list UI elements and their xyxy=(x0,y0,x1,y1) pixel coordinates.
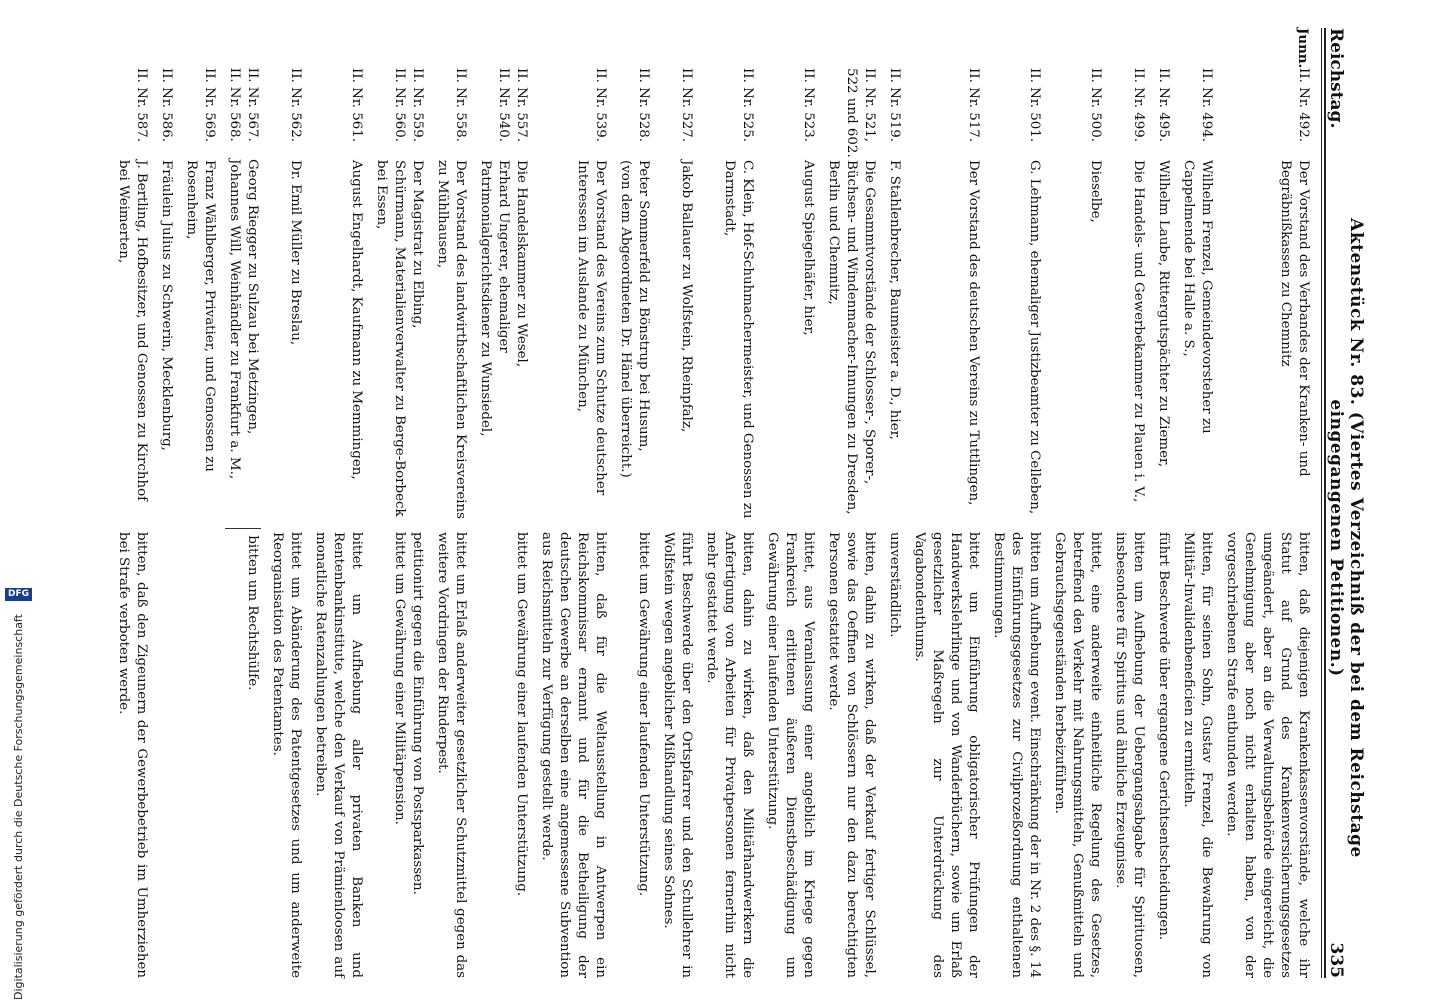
petition-row xyxy=(311,28,365,978)
petition-row xyxy=(1050,28,1104,978)
petition-request: bitten um Rechtshülfe. xyxy=(245,535,260,691)
petition-row xyxy=(910,28,982,978)
petitioner: Dr. Emil Müller zu Breslau, xyxy=(288,160,303,346)
petitioner: F. Stahlenbrecher, Baumeister a. D., hier, xyxy=(887,160,902,440)
page-number: 335 xyxy=(1326,942,1346,978)
petitioner: Wilhelm Frenzel, Gemeindevorsteher zu Cappelmende bei Halle a. S., xyxy=(1181,160,1214,434)
petition-request: bittet um Gewährung einer laufenden Unterstützung. xyxy=(636,532,651,897)
petitioner: Peter Sommerfeld zu Bönstrup bei Husum, (von dem Abgeordneten Dr. Hänel überreicht.) xyxy=(618,160,651,478)
petition-request: bitten, dahin zu wirken, daß den Militärhandwerkern die Anfertigung von Arbeiten für Privatpersonen fernerhin nicht mehr gestattet werde. xyxy=(704,532,755,978)
petition-reference: II. Nr. 562. xyxy=(288,68,303,143)
petitioner: Franz Wählberger, Privatier, und Genossen zu Rosenheim, xyxy=(184,160,217,472)
petition-row xyxy=(1222,28,1312,978)
petitioner: Dieselbe, xyxy=(1088,160,1103,223)
rotated-page xyxy=(32,0,1372,1000)
petition-request: petitionirt gegen die Einführung von Postsparkassen. bittet um Gewährung einer Militärpension. xyxy=(392,532,425,895)
petitioner: Der Vorstand des landwirthschaftlichen Kreisvereins zu Mühlhausen, xyxy=(435,160,468,520)
petitioner: C. Klein, Hof-Schuhmachermeister, und Genossen zu Darmstadt, xyxy=(722,160,755,519)
header-left: Reichstag. xyxy=(1326,28,1346,129)
petition-request: unverständlich. xyxy=(887,532,902,638)
petition-reference: II. Nr. 517. xyxy=(966,68,981,143)
petition-row xyxy=(885,28,903,978)
petition-row xyxy=(157,28,175,978)
petition-request: bittet um Abänderung des Patentgesetzes und um anderweite Reorganisation des Patentamtes. xyxy=(270,532,303,978)
petitioner: Wilhelm Laube, Rittergutspächter zu Ziemer, xyxy=(1156,160,1171,468)
header-rule xyxy=(1321,28,1322,978)
petition-row xyxy=(114,28,150,978)
petition-request: führt Beschwerde über ergangene Gerichtsentscheidungen. xyxy=(1156,532,1171,941)
petitioner: Fräulein Julius zu Schwerin, Mecklenburg, xyxy=(159,160,174,451)
petition-row xyxy=(476,28,530,978)
petition-reference: II. Nr. 567. II. Nr. 568. xyxy=(227,67,260,142)
petition-row xyxy=(659,28,695,978)
petition-row xyxy=(225,28,261,978)
petition-row xyxy=(182,28,218,978)
petition-request: bitten um Aufhebung der Uebergangsabgabe für Spirituosen, insbesondere für Spiritus und ähnliche Erzeugnisse. xyxy=(1113,532,1146,978)
petition-reference: II. Nr. 519. xyxy=(887,68,902,143)
petition-request: bitten, daß den Zigeunern der Gewerbebetrieb im Umherziehen bei Strafe verboten werde. xyxy=(116,532,149,978)
petition-row xyxy=(433,28,469,978)
dfg-logo: DFG xyxy=(4,588,31,601)
petitioner: J. Bertling, Hofbesitzer, und Genossen zu Kirchhof bei Weimerten, xyxy=(116,160,149,502)
petitioner: Jakob Ballauer zu Wolfstein, Rheinpfalz, xyxy=(679,160,694,433)
petition-reference: II. Nr. 527. xyxy=(679,68,694,143)
page-header xyxy=(1324,28,1366,978)
petitioner: Der Magistrat zu Elbing, Schürmann, Materialienverwalter zu Berge-Borbeck bei Essen, xyxy=(374,160,425,517)
petition-reference: II. Nr. 525. xyxy=(740,68,755,143)
petitioner: Die Gesammtvorstände der Schlosser-, Sporer-, Büchsen- und Windenmacher-Innungen zu Dresden, Berlin und Chemnitz, xyxy=(826,160,877,515)
petitioner: Der Vorstand des Vereins zum Schutze deutscher Interessen im Auslande zu München, xyxy=(575,160,608,496)
petition-row xyxy=(372,28,426,978)
petitioner: Georg Riegger zu Sulzau bei Metzingen, Johannes Will, Weinhändler zu Frankfurt a. M., xyxy=(225,159,261,529)
petition-request: bitten um Aufhebung event. Einschränkung der in Nr. 2 des §. 14 des Einführungsgesetzes zur Civilprozeßordnung enthaltenen Bestimmungen. xyxy=(991,532,1042,978)
petition-request: führt Beschwerde über den Ortspfarrer und den Schullehrer in Wolfstein wegen angeblicher Mißhandlung seines Sohnes. xyxy=(661,532,694,978)
petition-request: bitten, daß für die Weltausstellung in Antwerpen ein Reichskommissar ernannt und für die Betheiligung der deutschen Gewerbe an derselben eine angemessene Subvention aus Reichsmitteln zur Verfügung gestellt werde. xyxy=(539,532,608,978)
petition-reference: II. Nr. 557. II. Nr. 540. xyxy=(496,68,529,143)
petition-request: bittet um Gewährung einer laufenden Unterstützung. xyxy=(514,532,529,897)
petition-reference: II. Nr. 569. xyxy=(202,68,217,143)
petition-reference: II. Nr. 586. xyxy=(159,68,174,143)
petition-row xyxy=(763,28,817,978)
petitioner: Der Vorstand des Verbandes der Kranken- und Begräbnißkassen zu Chemnitz xyxy=(1278,160,1311,477)
petition-row xyxy=(1179,28,1215,978)
petition-row xyxy=(616,28,652,978)
petition-request: bitten, für seinen Sohn, Gustav Frenzel, die Bewahrung von Militär-Invalidenbeneficien zu ermitteln. xyxy=(1181,532,1214,978)
petition-reference: II. Nr. 587. xyxy=(134,68,149,143)
petition-request: bittet um Einführung obligatorischer Prüfungen der Handwerkslehrlinge und von Wanderbüchern, sowie um Erlaß gesetzlicher Maßregeln zur Unterdrückung des Vagabondenthums. xyxy=(912,532,981,978)
petitioner: Die Handels- und Gewerbekammer zu Plauen i. V., xyxy=(1131,160,1146,503)
petitioner: August Spiegelhäfer, hier, xyxy=(801,160,816,336)
petition-list xyxy=(107,28,1312,978)
petition-reference: II. Nr. 528. xyxy=(636,68,651,143)
petition-row xyxy=(537,28,609,978)
petition-request: bittet, eine anderweite einheitliche Regelung des Gesetzes, betreffend den Verkehr mit Nahrungsmitteln, Genußmitteln und Gebrauchsgegenständen herbeizuführen. xyxy=(1052,532,1103,978)
header-title: Aktenstück Nr. 83. (Viertes Verzeichniß der bei dem Reichstage eingegangenen Petitionen.) xyxy=(1326,218,1366,858)
petition-row xyxy=(702,28,756,978)
credit-text: Digitalisierung gefördert durch die Deutsche Forschungsgemeinschaft xyxy=(11,614,25,1000)
petitioner: Der Vorstand des deutschen Vereins zu Tuttlingen, xyxy=(966,160,981,506)
petition-reference: II. Nr. 499. xyxy=(1131,68,1146,143)
petition-reference: II. Nr. 501. xyxy=(1027,68,1042,143)
petition-request: bittet um Aufhebung aller privaten Banken und Rentenbankinstitute, welche den Verkauf von Prämienloosen auf monatliche Ratenzahlungen betreiben. xyxy=(313,532,364,978)
petition-month: Junn. xyxy=(1295,28,1311,69)
petition-reference: II. Nr. 494. xyxy=(1199,68,1214,143)
petition-reference: II. Nr. 539. xyxy=(593,68,608,143)
petition-reference: II. Nr. 561. xyxy=(349,68,364,143)
petitioner: G. Lehmann, ehemaliger Justizbeamter zu Celleben, xyxy=(1027,160,1042,515)
petition-reference: II. Nr. 500. xyxy=(1088,68,1103,143)
petition-request: bitten, daß diejenigen Krankenkassenvorstände, welche ihr Statut auf Grund des Krankenversicherungsgesetzes umgeändert, aber an die Verwaltungsbehörde eingereicht, die Genehmigung aber noch nicht erhalten haben, von der vorgeschriebenen Strafe entbunden werden. xyxy=(1224,532,1311,978)
petition-request: bittet um Erlaß anderweiter gesetzlicher Schutzmittel gegen das weitere Vordringen der Rinderpest. xyxy=(435,532,468,978)
digitization-credit xyxy=(3,0,29,1000)
petition-reference: II. Nr. 523. xyxy=(801,68,816,143)
petition-row xyxy=(989,28,1043,978)
petition-reference: II. Nr. 559. II. Nr. 560. xyxy=(392,68,425,143)
petition-row xyxy=(824,28,878,978)
petitioner: Die Handelskammer zu Wesel, Erhard Ungerer, ehemaliger Patrimonialgerichtsdiener zu Wunsiedel, xyxy=(478,160,529,437)
petition-reference: II. Nr. 492. xyxy=(1296,68,1311,143)
petition-reference: II. Nr. 558. xyxy=(453,68,468,143)
petition-row xyxy=(1111,28,1147,978)
petitioner: August Engelhardt, Kaufmann zu Memmingen, xyxy=(349,160,364,480)
petition-reference: II. Nr. 521, 522 und 602. xyxy=(844,68,877,158)
petition-request: bitten, dahin zu wirken, daß der Verkauf fertiger Schlüssel, sowie das Oeffnen von Schlössern nur den dazu berechtigten Personen gestattet werde. xyxy=(826,532,877,978)
petition-row xyxy=(1154,28,1172,978)
petition-reference: II. Nr. 495. xyxy=(1156,68,1171,143)
petition-request: bittet, aus Veranlassung einer angeblich im Kriege gegen Frankreich erlittenen äußeren Dienstbeschädigung um Gewährung einer laufenden Unterstützung. xyxy=(765,532,816,978)
petition-row xyxy=(268,28,304,978)
